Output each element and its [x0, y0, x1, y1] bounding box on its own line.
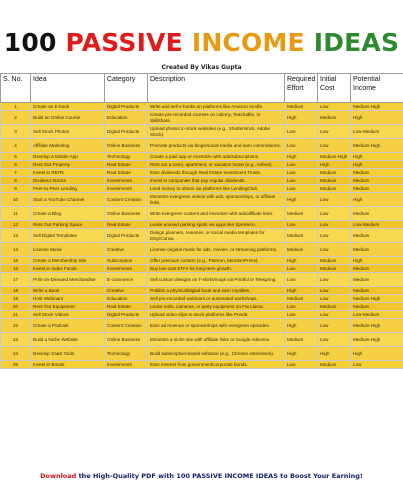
cell-description: Buy low-cost ETFs for long-term growth.	[148, 265, 285, 273]
cell-idea: Develop SaaS Tools	[31, 347, 105, 361]
cell-effort: Medium	[285, 207, 318, 221]
cell-category: Investments	[105, 177, 148, 185]
header-sno: S. No.	[1, 74, 31, 103]
table-row	[1, 295, 403, 303]
table-row	[1, 319, 403, 333]
table-row	[1, 361, 403, 369]
table-row	[1, 207, 403, 221]
cell-income: High	[351, 347, 403, 361]
cell-sno: 15	[1, 257, 31, 265]
download-banner-text: the High-Quality PDF with 100 PASSIVE INCOME IDEAS to Boost Your Earning!	[78, 472, 363, 480]
cell-category: Content Creation	[105, 193, 148, 207]
cell-category: E-commerce	[105, 273, 148, 287]
cell-effort: High	[285, 347, 318, 361]
cell-sno: 13	[1, 229, 31, 243]
cell-effort: Low	[285, 161, 318, 169]
cell-category: Real Estate	[105, 221, 148, 229]
cell-idea: Rent Out Property	[31, 161, 105, 169]
table-row	[1, 333, 403, 347]
cell-cost: Low	[318, 221, 351, 229]
title-word-passive: PASSIVE	[65, 28, 183, 57]
cell-description: Create a paid app or monetize with ads/subscriptions.	[148, 153, 285, 161]
cell-cost: Low	[318, 193, 351, 207]
cell-description: Upload video clips to stock platforms like Pond5.	[148, 311, 285, 319]
table-row	[1, 303, 403, 311]
cell-income: Low	[351, 361, 403, 369]
cell-category: Digital Products	[105, 229, 148, 243]
cell-sno: 7	[1, 169, 31, 177]
cell-category: Real Estate	[105, 169, 148, 177]
cell-cost: Medium	[318, 169, 351, 177]
cell-income: High	[351, 111, 403, 125]
cell-effort: Low	[285, 303, 318, 311]
cell-effort: Low	[285, 177, 318, 185]
cell-idea: Create a Podcast	[31, 319, 105, 333]
cell-idea: Rent Out Equipment	[31, 303, 105, 311]
table-row	[1, 161, 403, 169]
cell-sno: 1	[1, 103, 31, 111]
cell-income: Medium	[351, 177, 403, 185]
cell-category: Subscription	[105, 257, 148, 265]
cell-description: Upload photos to stock websites (e.g., Shutterstock, Adobe Stock).	[148, 125, 285, 139]
cell-sno: 16	[1, 265, 31, 273]
cell-income: Medium	[351, 229, 403, 243]
cell-income: Medium	[351, 273, 403, 287]
cell-description: Build subscription-based software (e.g., Chrome extensions).	[148, 347, 285, 361]
title-number: 100	[3, 28, 57, 57]
cell-description: Publish a physical/digital book and earn royalties.	[148, 287, 285, 295]
cell-effort: Low	[285, 139, 318, 153]
header-description: Description	[148, 74, 285, 103]
cell-income: Medium	[351, 185, 403, 193]
cell-sno: 14	[1, 243, 31, 257]
cell-idea: Start a YouTube Channel	[31, 193, 105, 207]
cell-cost: Medium	[318, 177, 351, 185]
cell-income: Medium	[351, 207, 403, 221]
cell-effort: High	[285, 153, 318, 161]
table-row	[1, 111, 403, 125]
cell-description: Earn dividends through Real Estate Investment Trusts.	[148, 169, 285, 177]
cell-effort: Low	[285, 125, 318, 139]
table-header-row	[1, 74, 403, 103]
cell-idea: Print-on-Demand Merchandise	[31, 273, 105, 287]
cell-description: Monetize evergreen videos with ads, sponsorships, or affiliate links.	[148, 193, 285, 207]
cell-sno: 12	[1, 221, 31, 229]
cell-cost: Low	[318, 229, 351, 243]
table-row	[1, 257, 403, 265]
cell-cost: Medium	[318, 185, 351, 193]
cell-sno: 5	[1, 153, 31, 161]
cell-description: Write and sell e-books on platforms like Amazon Kindle.	[148, 103, 285, 111]
cell-category: Real Estate	[105, 303, 148, 311]
cell-idea: Sell Stock Photos	[31, 125, 105, 139]
cell-category: Education	[105, 111, 148, 125]
header-potential-income: Potential Income	[351, 74, 403, 103]
cell-description: Invest in companies that pay regular dividends.	[148, 177, 285, 185]
cell-income: Low-Medium	[351, 311, 403, 319]
cell-effort: High	[285, 111, 318, 125]
page-title	[0, 28, 403, 58]
cell-effort: Medium	[285, 295, 318, 303]
cell-income: High	[351, 161, 403, 169]
cell-sno: 25	[1, 361, 31, 369]
cell-effort: Low	[285, 361, 318, 369]
table-row	[1, 185, 403, 193]
cell-category: Real Estate	[105, 161, 148, 169]
cell-cost: Medium-High	[318, 153, 351, 161]
cell-effort: High	[285, 287, 318, 295]
cell-income: High	[351, 153, 403, 161]
header-required-effort: Required Effort	[285, 74, 318, 103]
cell-cost: Low	[318, 295, 351, 303]
header-initial-cost: Initial Cost	[318, 74, 351, 103]
table-row	[1, 221, 403, 229]
table-row	[1, 229, 403, 243]
cell-cost: Medium	[318, 361, 351, 369]
download-banner[interactable]	[0, 472, 403, 480]
cell-sno: 20	[1, 303, 31, 311]
cell-sno: 2	[1, 111, 31, 125]
cell-cost: Low	[318, 273, 351, 287]
cell-category: Investments	[105, 265, 148, 273]
cell-sno: 17	[1, 273, 31, 287]
cell-income: Medium-High	[351, 139, 403, 153]
cell-effort: High	[285, 319, 318, 333]
cell-income: Medium	[351, 265, 403, 273]
cell-idea: Build an Online Course	[31, 111, 105, 125]
cell-cost: Medium	[318, 303, 351, 311]
cell-idea: Sell Digital Templates	[31, 229, 105, 243]
cell-cost: Low	[318, 287, 351, 295]
cell-idea: Write a Book	[31, 287, 105, 295]
cell-effort: Low	[285, 265, 318, 273]
header-category: Category	[105, 74, 148, 103]
cell-effort: Low	[285, 185, 318, 193]
cell-sno: 11	[1, 207, 31, 221]
cell-description: Monetize a niche site with affiliate links or Google Adsense.	[148, 333, 285, 347]
cell-idea: Create a Membership Site	[31, 257, 105, 265]
cell-effort: Low	[285, 311, 318, 319]
title-word-ideas: IDEAS	[313, 28, 400, 57]
cell-idea: Invest in REITs	[31, 169, 105, 177]
cell-effort: High	[285, 257, 318, 265]
cell-effort: Low	[285, 273, 318, 287]
table-row	[1, 103, 403, 111]
cell-income: Medium	[351, 243, 403, 257]
cell-cost: Low	[318, 319, 351, 333]
cell-idea: License Music	[31, 243, 105, 257]
cell-effort: Low	[285, 169, 318, 177]
cell-sno: 10	[1, 193, 31, 207]
cell-description: Lease unused parking spots via apps like SpotHero.	[148, 221, 285, 229]
cell-effort: Medium	[285, 243, 318, 257]
download-link[interactable]: Download	[40, 472, 77, 480]
cell-category: Content Creation	[105, 319, 148, 333]
cell-cost: Low	[318, 139, 351, 153]
cell-description: Sell pre-recorded webinars or automated workshops.	[148, 295, 285, 303]
cell-category: Online Business	[105, 333, 148, 347]
cell-idea: Rent Out Parking Space	[31, 221, 105, 229]
cell-category: Technology	[105, 153, 148, 161]
table-row	[1, 153, 403, 161]
cell-description: Offer premium content (e.g., Patreon, MemberPress).	[148, 257, 285, 265]
cell-income: Medium	[351, 169, 403, 177]
cell-category: Education	[105, 295, 148, 303]
cell-idea: Sell Stock Videos	[31, 311, 105, 319]
cell-sno: 22	[1, 319, 31, 333]
cell-income: Medium-High	[351, 319, 403, 333]
table-row	[1, 347, 403, 361]
cell-income: Low-Medium	[351, 125, 403, 139]
cell-sno: 24	[1, 347, 31, 361]
cell-description: Create pre-recorded courses on Udemy, Teachable, or Skillshare.	[148, 111, 285, 125]
cell-sno: 4	[1, 139, 31, 153]
cell-cost: Low	[318, 125, 351, 139]
cell-idea: Develop a Mobile App	[31, 153, 105, 161]
table-row	[1, 125, 403, 139]
cell-cost: Medium	[318, 111, 351, 125]
cell-income: Medium-High	[351, 103, 403, 111]
cell-description: Lend money to others via platforms like LendingClub.	[148, 185, 285, 193]
cell-idea: Peer-to-Peer Lending	[31, 185, 105, 193]
cell-cost: High	[318, 161, 351, 169]
cell-cost: Medium	[318, 265, 351, 273]
cell-income: High	[351, 257, 403, 265]
cell-income: Medium	[351, 287, 403, 295]
cell-idea: Build a Niche Website	[31, 333, 105, 347]
cell-description: Promote products via blogs/social media and earn commissions.	[148, 139, 285, 153]
table-row	[1, 287, 403, 295]
cell-idea: Invest in Bonds	[31, 361, 105, 369]
cell-description: Earn interest from government/corporate bonds.	[148, 361, 285, 369]
cell-category: Digital Products	[105, 103, 148, 111]
table-row	[1, 273, 403, 287]
cell-category: Digital Products	[105, 125, 148, 139]
cell-idea: Host Webinars	[31, 295, 105, 303]
cell-category: Investments	[105, 185, 148, 193]
table-row	[1, 169, 403, 177]
cell-description: Lease tools, cameras, or party equipment on Fat Llama.	[148, 303, 285, 311]
cell-category: Creative	[105, 243, 148, 257]
cell-category: Investments	[105, 361, 148, 369]
cell-effort: Medium	[285, 229, 318, 243]
cell-cost: Medium	[318, 257, 351, 265]
table-body	[1, 103, 403, 369]
cell-income: Medium-High	[351, 295, 403, 303]
cell-sno: 23	[1, 333, 31, 347]
cell-category: Digital Products	[105, 311, 148, 319]
cell-idea: Create a Blog	[31, 207, 105, 221]
cell-description: License original music for ads, movies, or streaming platforms.	[148, 243, 285, 257]
table-row	[1, 311, 403, 319]
cell-effort: Medium	[285, 333, 318, 347]
cell-effort: High	[285, 193, 318, 207]
table-row	[1, 139, 403, 153]
cell-sno: 21	[1, 311, 31, 319]
cell-effort: Medium	[285, 103, 318, 111]
cell-idea: Invest in Index Funds	[31, 265, 105, 273]
table-row	[1, 243, 403, 257]
cell-idea: Affiliate Marketing	[31, 139, 105, 153]
table-row	[1, 265, 403, 273]
table-row	[1, 193, 403, 207]
cell-sno: 8	[1, 177, 31, 185]
cell-category: Online Business	[105, 207, 148, 221]
title-word-income: INCOME	[191, 28, 305, 57]
table-row	[1, 177, 403, 185]
cell-cost: Low	[318, 243, 351, 257]
cell-sno: 9	[1, 185, 31, 193]
ideas-table	[0, 73, 403, 369]
cell-description: Design planners, resumes, or social media templates for Etsy/Canva.	[148, 229, 285, 243]
cell-cost: Low	[318, 311, 351, 319]
cell-sno: 3	[1, 125, 31, 139]
cell-cost: Low	[318, 103, 351, 111]
cell-cost: Low	[318, 333, 351, 347]
cell-cost: High	[318, 347, 351, 361]
cell-description: Sell custom designs on T-shirts/mugs via Printful or Teespring.	[148, 273, 285, 287]
cell-income: High	[351, 193, 403, 207]
cell-idea: Dividend Stocks	[31, 177, 105, 185]
cell-income: Low-Medium	[351, 221, 403, 229]
cell-effort: Low	[285, 221, 318, 229]
header-idea: Idea	[31, 74, 105, 103]
cell-description: Write evergreen content and monetize with ads/affiliate links.	[148, 207, 285, 221]
cell-income: Medium	[351, 303, 403, 311]
cell-income: Medium-High	[351, 333, 403, 347]
cell-description: Earn ad revenue or sponsorships with evergreen episodes.	[148, 319, 285, 333]
cell-description: Rent out a room, apartment, or vacation home (e.g., Airbnb).	[148, 161, 285, 169]
cell-sno: 19	[1, 295, 31, 303]
cell-idea: Create an E-book	[31, 103, 105, 111]
cell-category: Creative	[105, 287, 148, 295]
cell-category: Technology	[105, 347, 148, 361]
cell-sno: 6	[1, 161, 31, 169]
author-credit: Created By Vikas Gupta	[161, 64, 242, 71]
cell-cost: Low	[318, 207, 351, 221]
cell-sno: 18	[1, 287, 31, 295]
cell-category: Online Business	[105, 139, 148, 153]
